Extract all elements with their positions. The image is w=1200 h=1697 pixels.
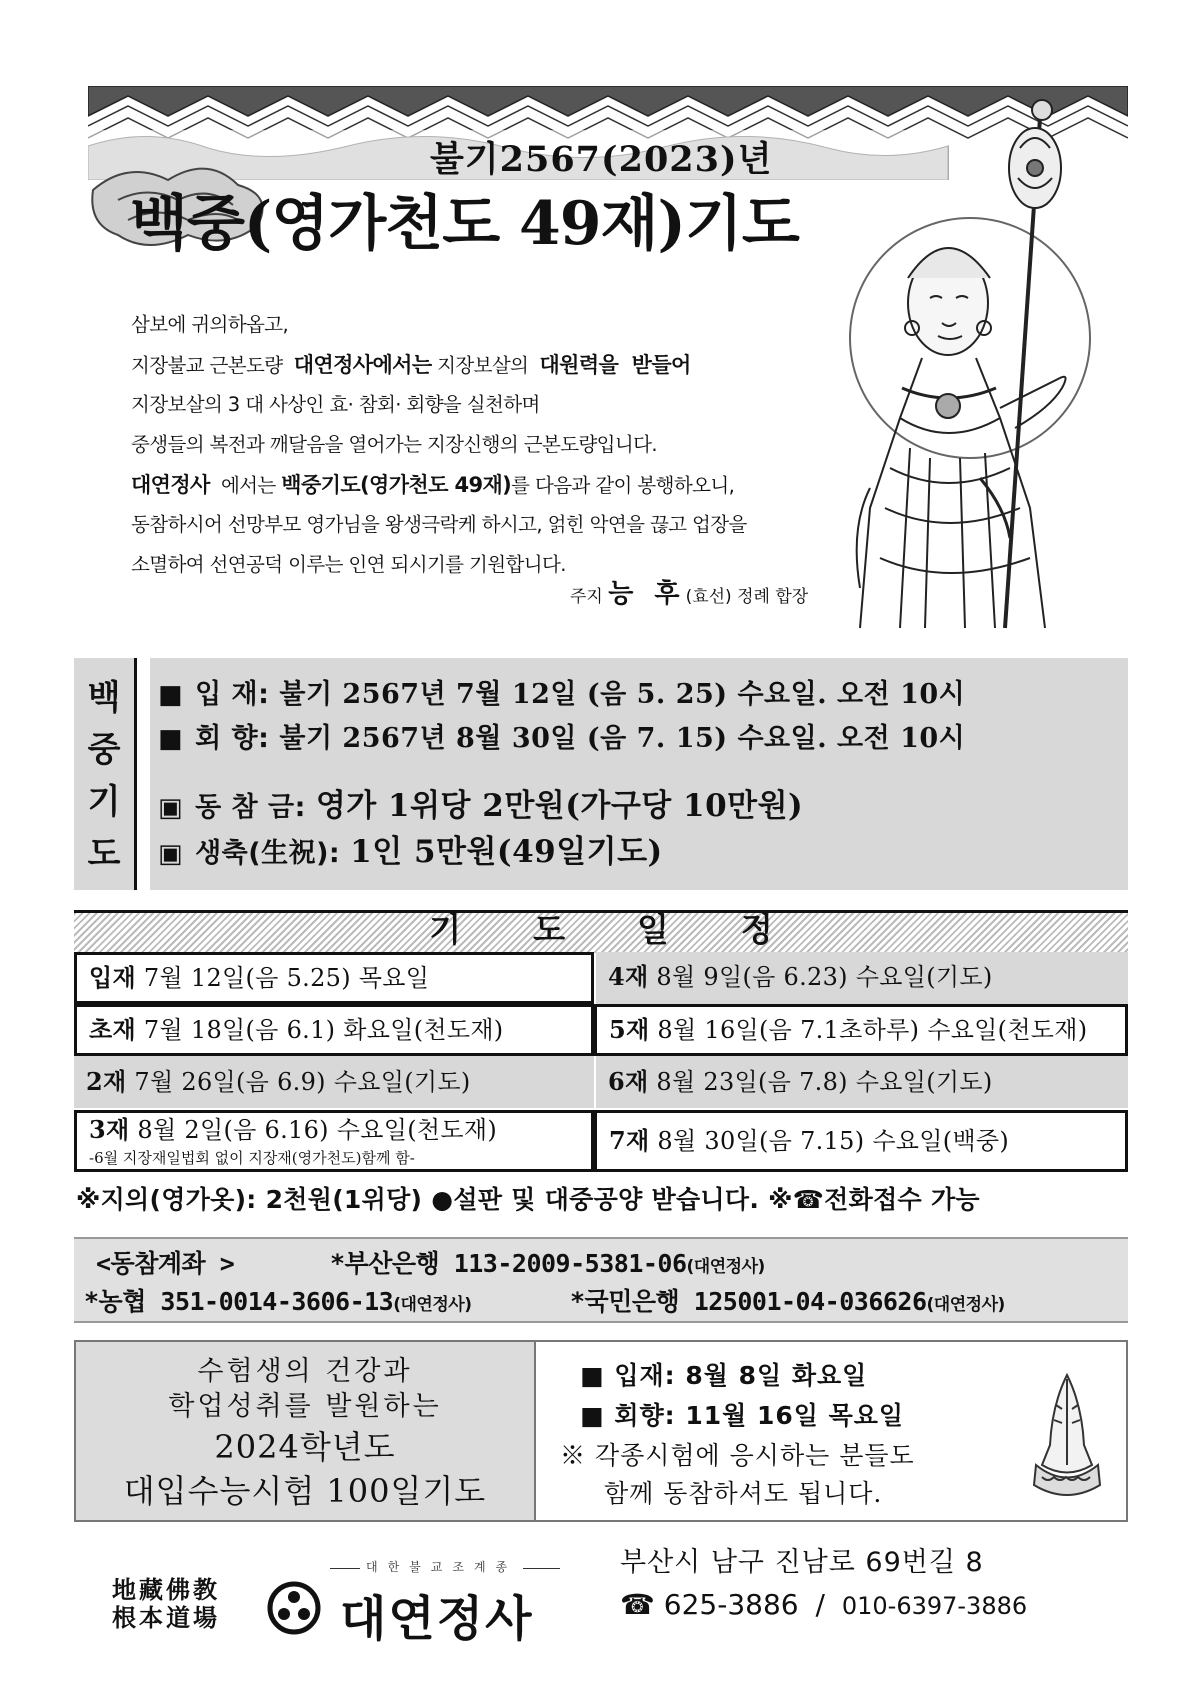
sect-name: 대한불교조계종 xyxy=(360,1558,523,1575)
praying-hands-icon xyxy=(1022,1365,1112,1505)
intro-line: 지장불교 근본도량 대연정사에서는 지장보살의 대원력을 받들어 xyxy=(131,353,691,377)
intro-line: 소멸하여 선연공덕 이루는 인연 되시기를 기원합니다. xyxy=(131,553,566,576)
exam-start: ■ 입재: 8월 8일 화요일 xyxy=(580,1361,868,1390)
temple-name: 대연정사 xyxy=(340,1591,534,1647)
intro-emphasis: 대연정사 xyxy=(131,473,210,497)
intro-line: 중생들의 복전과 깨달음을 열어가는 지장신행의 근본도량입니다. xyxy=(131,433,657,456)
intro-line: 삼보에 귀의하옵고, xyxy=(131,313,289,336)
account-busan: *부산은행 113-2009-5381-06(대연정사) xyxy=(330,1249,765,1278)
exam-end: ■ 회향: 11월 16일 목요일 xyxy=(580,1401,905,1430)
intro-emphasis: 대연정사에서는 xyxy=(293,353,432,377)
schedule-cell: 초재 7월 18일(음 6.1) 화요일(천도재) xyxy=(74,1004,594,1056)
intro-line: 대연정사 에서는 백중기도(영가천도 49재)를 다음과 같이 봉행하오니, xyxy=(131,473,735,497)
intro-line: 지장보살의 3 대 사상인 효· 참회· 회향을 실천하며 xyxy=(131,393,540,416)
account-label: <동참계좌 > xyxy=(96,1249,235,1278)
exam-note: 함께 동참하셔도 됩니다. xyxy=(604,1479,883,1508)
exam-note: ※ 각종시험에 응시하는 분들도 xyxy=(560,1441,915,1470)
phone-numbers: ☎ 625-3886 / 010-6397-3886 xyxy=(620,1588,1028,1621)
schedule-cell: 5재 8월 16일(음 7.1초하루) 수요일(천도재) xyxy=(594,1004,1128,1056)
info-vertical-label: 백 중 기 도 xyxy=(74,658,137,890)
schedule-cell-note: -6월 지장재일법회 없이 지장재(영가천도)함께 함- xyxy=(89,1149,415,1167)
page-title: 백중(영가천도 49재)기도 xyxy=(130,189,799,259)
schedule-cell: 3재 8월 2일(음 6.16) 수요일(천도재) -6월 지장재일법회 없이 지장재(영가천도)함께 함- xyxy=(74,1110,594,1172)
info-row-start: ■ 입 재: 불기 2567년 7월 12일 (음 5. 25) 수요일. 오전 10시 xyxy=(158,679,966,710)
schedule-cell: 7재 8월 30일(음 7.15) 수요일(백중) xyxy=(594,1110,1128,1172)
intro-emphasis: 백중기도(영가천도 49재) xyxy=(281,473,512,497)
schedule-title: 기도일정 xyxy=(429,910,845,949)
abbot-name: 능 후 xyxy=(608,579,686,609)
notes-line: ※지의(영가옷): 2천원(1위당) ●설판 및 대중공양 받습니다. ※☎전화접수 가능 xyxy=(76,1185,980,1214)
schedule-cell: 6재 8월 23일(음 7.8) 수요일(기도) xyxy=(596,1056,1128,1108)
info-row-fee: ▣ 동 참 금: 영가 1위당 2만원(가구당 10만원) xyxy=(158,788,804,824)
signature: 주지 능 후(효선) 정례 합장 xyxy=(570,579,809,609)
temple-logo-icon xyxy=(266,1580,322,1636)
info-row-end: ■ 회 향: 불기 2567년 8월 30일 (음 7. 15) 수요일. 오전 10시 xyxy=(158,723,966,754)
info-row-birthday-prayer: ▣ 생축(生祝): 1인 5만원(49일기도) xyxy=(158,834,663,870)
account-nh: *농협 351-0014-3606-13(대연정사) xyxy=(84,1287,472,1316)
schedule-cell: 2재 7월 26일(음 6.9) 수요일(기도) xyxy=(74,1056,594,1108)
motto-hanja: 地藏佛教 根本道場 xyxy=(112,1575,220,1632)
intro-paragraph xyxy=(131,305,851,585)
address: 부산시 남구 진남로 69번길 8 xyxy=(620,1547,984,1578)
ksitigarbha-illustration xyxy=(830,88,1130,633)
schedule-cell: 입재 7월 12일(음 5.25) 목요일 xyxy=(74,952,594,1004)
schedule-cell: 4재 8월 9일(음 6.23) 수요일(기도) xyxy=(596,952,1128,1004)
intro-line: 동참하시어 선망부모 영가님을 왕생극락케 하시고, 얽힌 악연을 끊고 업장을 xyxy=(131,513,747,536)
exam-prayer-title: 수험생의 건강과 학업성취를 발원하는 2024학년도 대입수능시험 100일기도 xyxy=(76,1342,536,1520)
account-kb: *국민은행 125001-04-036626(대연정사) xyxy=(570,1287,1005,1316)
header-subtitle: 불기2567(2023)년 xyxy=(430,139,773,180)
